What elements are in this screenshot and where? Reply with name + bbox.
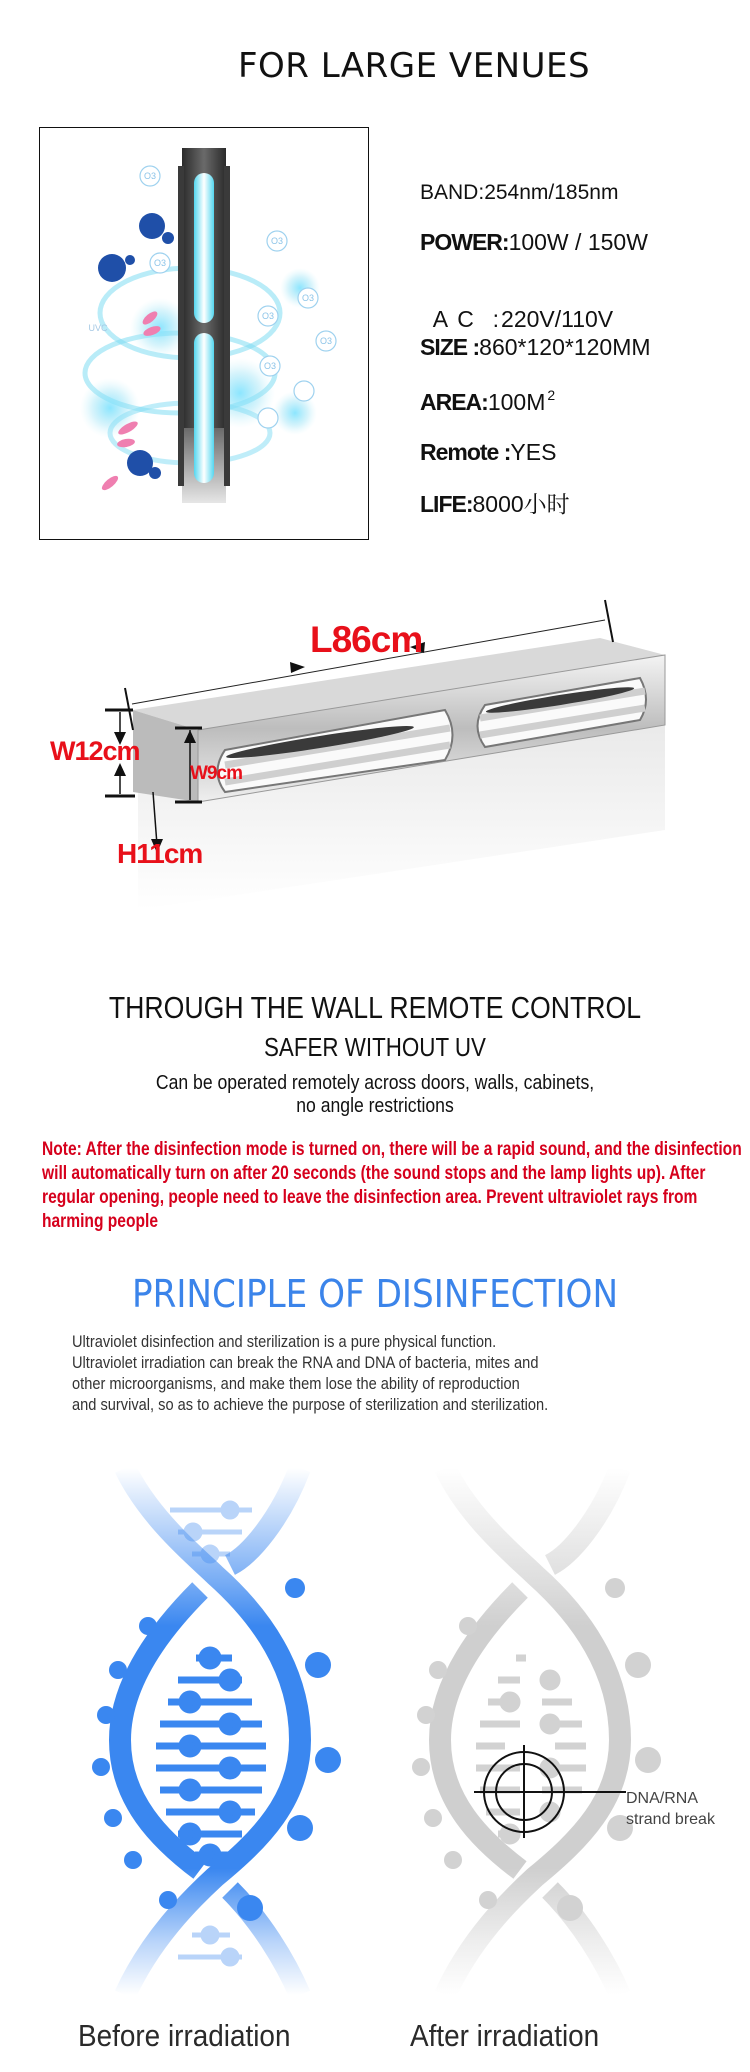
spec-power: POWER:100W / 150W bbox=[420, 229, 648, 255]
remote-title: THROUGH THE WALL REMOTE CONTROL bbox=[108, 990, 642, 1025]
uv-lamp-illustration bbox=[40, 128, 368, 539]
principle-title: PRINCIPLE OF DISINFECTION bbox=[131, 1272, 619, 1316]
dna-before-icon bbox=[92, 1468, 341, 1995]
caption-before: Before irradiation bbox=[78, 2018, 291, 2053]
svg-text:O3: O3 bbox=[263, 361, 277, 371]
product-image bbox=[39, 127, 369, 540]
dimension-inner-width-label: W9cm bbox=[190, 763, 242, 784]
spec-size: SIZE :860*120*120MM bbox=[420, 334, 651, 360]
dimension-width-label: W12cm bbox=[50, 736, 140, 766]
page-title: FOR LARGE VENUES bbox=[237, 46, 591, 86]
spec-band: BAND:254nm/185nm bbox=[420, 181, 619, 204]
dimension-length-label: L86cm bbox=[310, 619, 423, 660]
spec-ac: A C :220V/110V bbox=[432, 306, 614, 332]
strand-break-label: DNA/RNA strand break bbox=[626, 1790, 715, 1828]
svg-text:O3: O3 bbox=[319, 336, 333, 346]
svg-text:O3: O3 bbox=[143, 171, 157, 181]
dna-after-icon bbox=[412, 1468, 661, 1995]
remote-subtitle: SAFER WITHOUT UV bbox=[264, 1032, 486, 1062]
dna-comparison-illustration bbox=[0, 1440, 750, 2010]
spec-remote: Remote :YES bbox=[420, 439, 557, 465]
caption-after: After irradiation bbox=[410, 2018, 600, 2053]
svg-text:O3: O3 bbox=[153, 258, 167, 268]
spec-life: LIFE:8000小时 bbox=[420, 491, 570, 517]
svg-text:O3: O3 bbox=[270, 236, 284, 246]
principle-description: Ultraviolet disinfection and sterilization is a pure physical function. Ultraviolet irradiation can break the RNA and DNA of bacteria, mites and other microorganisms, and make them lose the ability of reproduction and survival, so as to achieve the purpose of sterilization and sterilization. bbox=[72, 1332, 549, 1414]
svg-text:O3: O3 bbox=[261, 311, 275, 321]
remote-description: Can be operated remotely across doors, walls, cabinets, no angle restrictions bbox=[155, 1072, 595, 1117]
spec-area: AREA:100M $^2$ bbox=[420, 387, 556, 415]
svg-text:UVC: UVC bbox=[88, 323, 108, 333]
dimension-height-label: H11cm bbox=[117, 838, 203, 869]
svg-text:O3: O3 bbox=[301, 293, 315, 303]
safety-note: Note: After the disinfection mode is turned on, there will be a rapid sound, and the disinfection will automatically turn on after 20 seconds (the sound stops and the lamp lights up). After regular opening, people need to leave the disinfection area. Prevent ultraviolet rays from harming people bbox=[42, 1139, 742, 1232]
